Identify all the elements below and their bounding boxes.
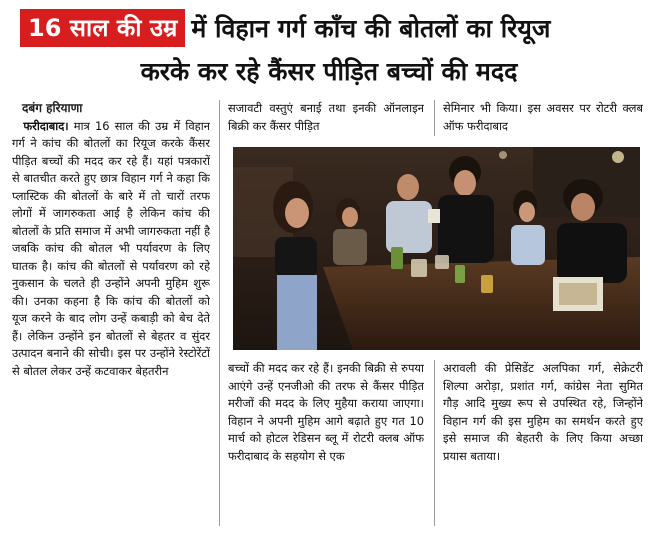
article-column-1 [12, 100, 210, 525]
column-divider-2 [434, 100, 435, 136]
article-column-2-bottom: बच्चों की मदद कर रहे हैं। इनकी बिक्री से रुपया आएंगे उन्हें एनजीओ की तरफ से कैंसर पीड़ित मरीजों की मदद के लिए मुहैया कराया जाएगा। विहान ने अपनी मुहिम आगे बढ़ाते हुए गत 10 मार्च को होटल रेडिसन ब्लू में रोटरी क्लब ऑफ फरीदाबाद के सहयोग से एक [228, 361, 424, 463]
column-divider-3 [434, 360, 435, 526]
article-column-2-top: सजावटी वस्तुएं बनाई तथा इनकी ऑनलाइन बिक्री कर कैंसर पीड़ित [228, 101, 424, 133]
column-divider-1 [219, 100, 220, 526]
headline-line-1 [20, 8, 550, 48]
article-column-3-bottom: अरावली की प्रेसिडेंट अलपिका गर्ग, सेक्रेटरी शिल्पा अरोड़ा, प्रशांत गर्ग, कांग्रेस नेता सुमित गौड़ आदि मुख्य रूप से उपस्थित रहे, जिन्होंने विहान गर्ग की इस मुहिम का समर्थन करते हुए इसे समाज की बेहतरी के लिए किया अच्छा प्रयास बताया। [443, 361, 643, 463]
column-1-paragraph [12, 118, 210, 381]
dateline: फरीदाबाद। [23, 118, 69, 133]
news-photo [233, 147, 640, 350]
headline-line-2: करके कर रहे कैंसर पीड़ित बच्चों की मदद [140, 57, 518, 86]
person-girl-left [273, 181, 317, 350]
headline-badge: 16 साल की उम्र [20, 9, 185, 47]
column-1-text: मात्र 16 साल की उम्र में विहान गर्ग ने कांच की बोतलों का रियूज करके कैंसर पीड़ित बच्चों की मदद कर रहे हैं। यहां पत्रकारों से बातचीत करते हुए छात्र विहान गर्ग ने कहा कि प्लास्टिक की बोतलों के बारे में तो चारों तरफ लोगों में जागरुकता आई है लेकिन कांच की बोतलों के प्रति समाज में अभी जागरुकता नहीं है जबकि कांच की बोतल भी पर्यावरण के लिए घातक है। कांच की बोतलों से पर्यावरण को रहे नुकसान के चलते ही उन्होंने अपनी मुहिम शुरू की। उनका कहना है कि कांच की बोतलों को यूज करने के बाद लोग उन्हें कबाड़ी को बेच देते हैं। लेकिन उन्होंने इन बोतलों से बेहतर व सुंदर उत्पादन बनाने की सोची। इस पर उन्होंने रेस्टोरेंटों से बोतल लेकर उन्हें कटवाकर बेहतरीन [12, 118, 210, 378]
headline-line-1-text: में विहान गर्ग काँच की बोतलों का रियूज [191, 14, 551, 43]
article-column-3-top: सेमिनार भी किया। इस अवसर पर रोटरी क्लब ऑफ फरीदाबाद [443, 101, 643, 133]
byline: दबंग हरियाणा [22, 101, 83, 115]
news-photo-illustration [233, 147, 640, 350]
